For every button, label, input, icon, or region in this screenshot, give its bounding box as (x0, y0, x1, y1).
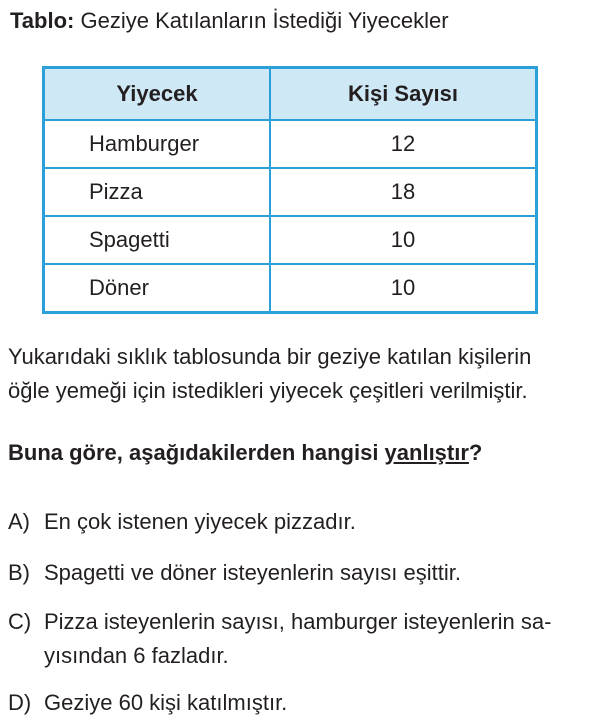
table-row (44, 120, 537, 168)
question-text: Buna göre, aşağıdakilerden hangisi (8, 440, 385, 465)
cell-count: 18 (270, 168, 537, 216)
option-letter: D) (8, 690, 32, 715)
cell-count: 10 (270, 264, 537, 313)
option-letter: C) (8, 609, 32, 634)
header-food: Yiyecek (44, 68, 271, 121)
frequency-table (42, 66, 538, 314)
table-title-label: Tablo: (10, 8, 75, 33)
option-text: Spagetti ve döner isteyenlerin sayısı eşittir. (44, 560, 461, 585)
table-row (44, 264, 537, 313)
question-emphasis: yanlıştır (384, 440, 469, 465)
table-title (10, 6, 449, 36)
paragraph-line: öğle yemeği için istedikleri yiyecek çeşitleri verilmiştir. (8, 378, 528, 403)
question-mark: ? (468, 440, 483, 465)
cell-food: Spagetti (44, 216, 271, 264)
option-text: En çok istenen yiyecek pizzadır. (44, 509, 356, 534)
cell-count: 10 (270, 216, 537, 264)
option-text: Pizza isteyenlerin sayısı, hamburger isteyenlerin sa- (44, 609, 552, 634)
option-text-continued: yısından 6 fazladır. (44, 643, 229, 668)
description-paragraph (8, 340, 531, 408)
table-title-text: Geziye Katılanların İstediği Yiyecekler (80, 8, 449, 33)
option-a[interactable] (8, 505, 356, 539)
option-text: Geziye 60 kişi katılmıştır. (44, 690, 288, 715)
table-row (44, 168, 537, 216)
cell-food: Hamburger (44, 120, 271, 168)
paragraph-line: Yukarıdaki sıklık tablosunda bir geziye katılan kişilerin (8, 344, 532, 369)
question-stem (8, 436, 482, 470)
cell-food: Pizza (44, 168, 271, 216)
option-letter: B) (8, 560, 30, 585)
cell-food: Döner (44, 264, 271, 313)
table-header-row (44, 68, 537, 121)
cell-count: 12 (270, 120, 537, 168)
header-count: Kişi Sayısı (270, 68, 537, 121)
option-letter: A) (8, 509, 30, 534)
option-d[interactable] (8, 686, 287, 720)
option-b[interactable] (8, 556, 461, 590)
option-c[interactable] (8, 605, 551, 673)
table-row (44, 216, 537, 264)
